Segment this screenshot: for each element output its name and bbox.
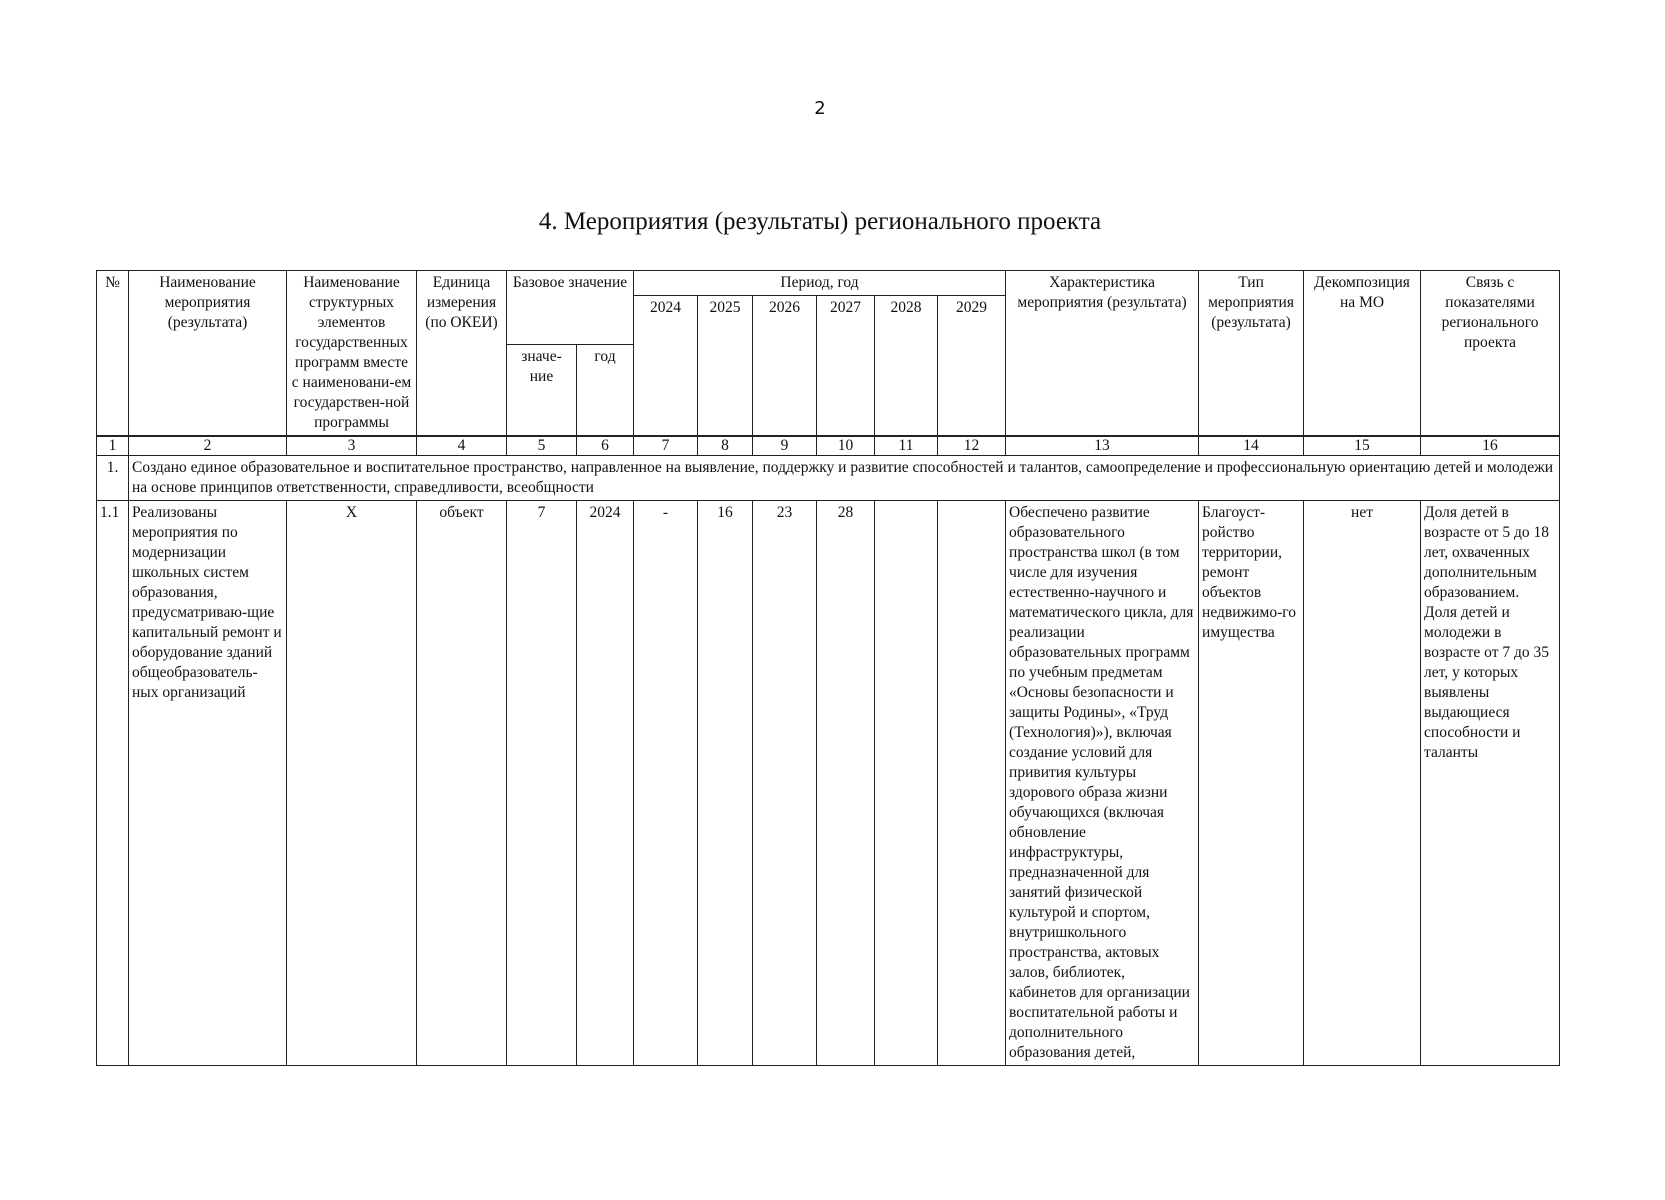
header-year-2029: 2029 xyxy=(938,296,1006,437)
column-number: 4 xyxy=(417,436,507,456)
column-number: 14 xyxy=(1199,436,1304,456)
row-number: 1.1 xyxy=(97,501,129,1066)
header-base: Базовое значение xyxy=(507,271,634,345)
column-number: 5 xyxy=(507,436,577,456)
column-number: 11 xyxy=(875,436,938,456)
column-number: 16 xyxy=(1421,436,1560,456)
column-number: 2 xyxy=(129,436,287,456)
header-year-2027: 2027 xyxy=(817,296,875,437)
column-number: 13 xyxy=(1006,436,1199,456)
header-link: Связь с показателями регионального проекта xyxy=(1421,271,1560,437)
header-year-2025: 2025 xyxy=(698,296,753,437)
column-number: 3 xyxy=(287,436,417,456)
header-type: Тип мероприятия (результата) xyxy=(1199,271,1304,437)
header-year-2026: 2026 xyxy=(753,296,817,437)
unit-of-measure: объект xyxy=(417,501,507,1066)
results-table xyxy=(96,270,1560,1066)
value-2028 xyxy=(875,501,938,1066)
section-number: 1. xyxy=(97,456,129,501)
document-title: 4. Мероприятия (результаты) регионального проекта xyxy=(538,208,1102,235)
result-name: Реализованы мероприятия по модернизации школьных систем образования, предусматриваю-щие капитальный ремонт и оборудование зданий общеобразователь-ных организаций xyxy=(129,501,287,1066)
page-number: 2 xyxy=(814,98,826,119)
structural-element: X xyxy=(287,501,417,1066)
header-structural: Наименование структурных элементов государственных программ вместе с наименовани-ем государствен-ной программы xyxy=(287,271,417,437)
value-2027: 28 xyxy=(817,501,875,1066)
header-characteristic: Характеристика мероприятия (результата) xyxy=(1006,271,1199,437)
table-row xyxy=(97,501,1560,1066)
column-number: 10 xyxy=(817,436,875,456)
decomposition-value: нет xyxy=(1304,501,1421,1066)
result-characteristic: Обеспечено развитие образовательного пространства школ (в том числе для изучения естественно-научного и математического цикла, для реализации образовательных программ по учебным предметам «Основы безопасности и защиты Родины», «Труд (Технология)»), включая создание условий для привития культуры здорового образа жизни обучающихся (включая обновление инфраструктуры, предназначенной для занятий физической культурой и спортом, внутришкольного пространства, актовых залов, библиотек, кабинетов для организации воспитательной работы и дополнительного образования детей, xyxy=(1006,501,1199,1066)
result-type: Благоуст-ройство территории, ремонт объектов недвижимо-го имущества xyxy=(1199,501,1304,1066)
column-number: 12 xyxy=(938,436,1006,456)
header-unit: Единица измерения (по ОКЕИ) xyxy=(417,271,507,437)
column-number: 8 xyxy=(698,436,753,456)
header-year-2024: 2024 xyxy=(634,296,698,437)
linked-indicators: Доля детей в возрасте от 5 до 18 лет, охваченных дополнительным образованием. Доля детей и молодежи в возрасте от 7 до 35 лет, у которых выявлены выдающиеся способности и таланты xyxy=(1421,501,1560,1066)
column-number: 7 xyxy=(634,436,698,456)
header-base-value: значе-ние xyxy=(507,345,577,437)
value-2029 xyxy=(938,501,1006,1066)
header-base-year: год xyxy=(577,345,634,437)
column-number: 15 xyxy=(1304,436,1421,456)
section-row xyxy=(97,456,1560,501)
header-period: Период, год xyxy=(634,271,1006,296)
column-number-row xyxy=(97,436,1560,456)
column-number: 6 xyxy=(577,436,634,456)
value-2026: 23 xyxy=(753,501,817,1066)
value-2025: 16 xyxy=(698,501,753,1066)
header-decomposition: Декомпозиция на МО xyxy=(1304,271,1421,437)
column-number: 1 xyxy=(97,436,129,456)
base-value: 7 xyxy=(507,501,577,1066)
base-year: 2024 xyxy=(577,501,634,1066)
value-2024: - xyxy=(634,501,698,1066)
header-no: № xyxy=(97,271,129,437)
column-number: 9 xyxy=(753,436,817,456)
section-title: Создано единое образовательное и воспитательное пространство, направленное на выявление, поддержку и развитие способностей и талантов, самоопределение и профессиональную ориентацию детей и молодежи на основе принципов ответственности, справедливости, всеобщности xyxy=(129,456,1560,501)
header-name: Наименование мероприятия (результата) xyxy=(129,271,287,437)
header-year-2028: 2028 xyxy=(875,296,938,437)
